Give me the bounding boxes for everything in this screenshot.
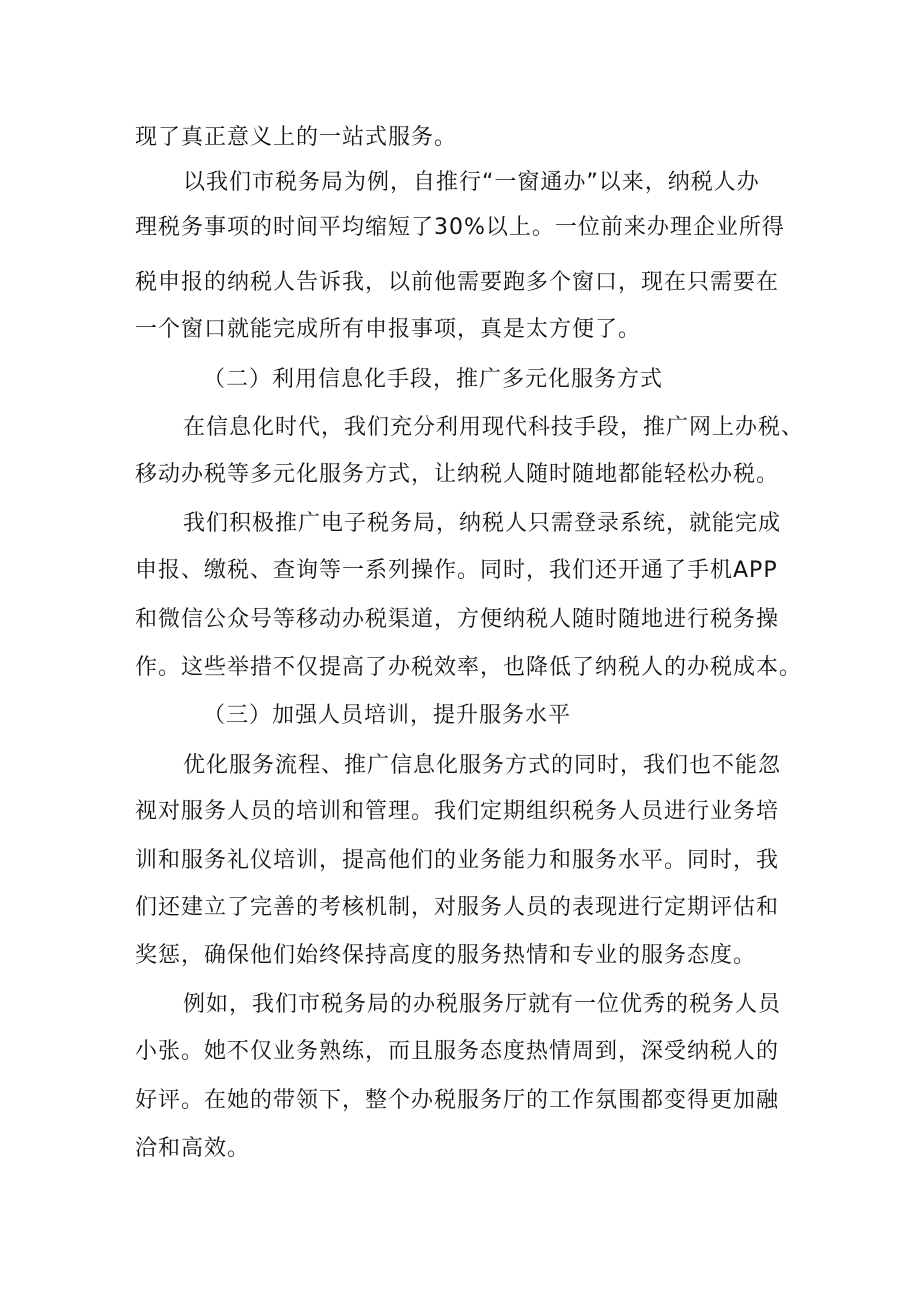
paragraph-first-line: 例如，我们市税务局的办税服务厅就有一位优秀的税务人员 (183, 992, 782, 1017)
text-line: 和微信公众号等移动办税渠道，方便纳税人随时随地进行税务操 (135, 607, 780, 632)
text-line: 洽和高效。 (135, 1136, 251, 1161)
text-line: 移动办税等多元化服务方式，让纳税人随时随地都能轻松办税。 (135, 462, 780, 487)
text-line: 作。这些举措不仅提高了办税效率，也降低了纳税人的办税成本。 (135, 655, 803, 680)
section-heading: （三）加强人员培训，提升服务水平 (203, 703, 572, 728)
text-line: 好评。在她的带领下，整个办税服务厅的工作氛围都变得更加融 (135, 1088, 780, 1113)
text-line: 一个窗口就能完成所有申报事项，真是太方便了。 (135, 317, 642, 342)
text-line: 奖惩，确保他们始终保持高度的服务热情和专业的服务态度。 (135, 943, 757, 968)
paragraph-first-line: 我们积极推广电子税务局，纳税人只需登录系统，就能完成 (183, 511, 782, 536)
paragraph-first-line: 优化服务流程、推广信息化服务方式的同时，我们也不能忽 (183, 753, 782, 778)
section-heading: （二）利用信息化手段，推广多元化服务方式 (203, 367, 664, 392)
text-line: 申报、缴税、查询等一系列操作。同时，我们还开通了手机APP (135, 558, 778, 583)
text-line: 小张。她不仅业务熟练，而且服务态度热情周到，深受纳税人的 (135, 1039, 780, 1064)
text-line: 视对服务人员的培训和管理。我们定期组织税务人员进行业务培 (135, 799, 780, 824)
text-line: 税申报的纳税人告诉我，以前他需要跑多个窗口，现在只需要在 (135, 270, 780, 295)
text-line: 训和服务礼仪培训，提高他们的业务能力和服务水平。同时，我 (135, 848, 780, 873)
text-line: 现了真正意义上的一站式服务。 (135, 125, 458, 150)
text-line: 们还建立了完善的考核机制，对服务人员的表现进行定期评估和 (135, 895, 780, 920)
paragraph-first-line: 以我们市税务局为例，自推行“一窗通办”以来，纳税人办 (183, 170, 760, 195)
paragraph-first-line: 在信息化时代，我们充分利用现代科技手段，推广网上办税、 (183, 415, 805, 440)
text-line: 理税务事项的时间平均缩短了30%以上。一位前来办理企业所得 (135, 215, 785, 240)
